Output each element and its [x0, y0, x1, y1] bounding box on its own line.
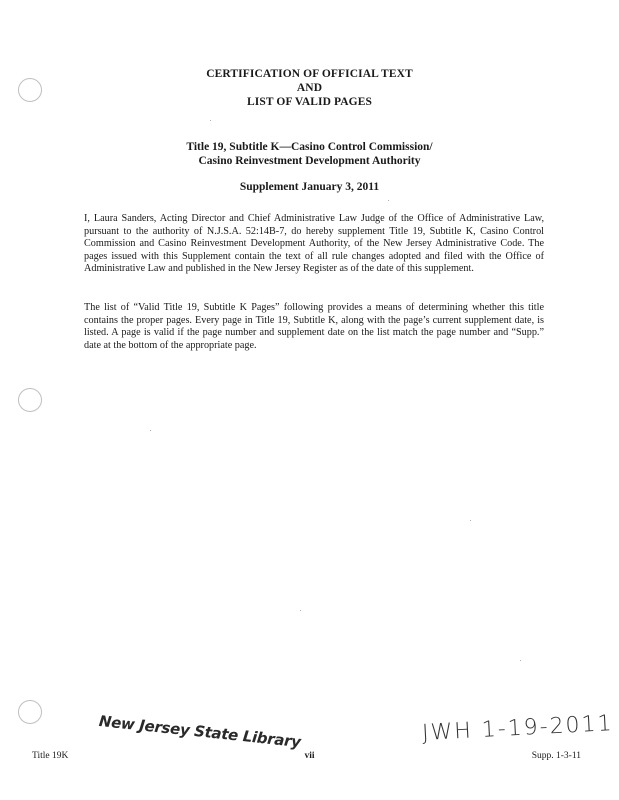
paragraph-valid-pages: The list of “Valid Title 19, Subtitle K Pages” following provides a means of determining whether this title contains the proper pages. Every page in Title 19, Subtitle K, along with the page’s current supplement date, is listed. A page is valid if the page number and supplement date on the list match the page number and “Supp.” date at the bottom of the appropriate page. — [84, 302, 544, 351]
scan-speck — [300, 610, 301, 611]
punch-hole-middle — [18, 388, 42, 412]
handwritten-initials-date: JWH 1-19-2011 — [421, 711, 615, 746]
scan-speck — [520, 660, 521, 661]
footer-supplement: Supp. 1-3-11 — [531, 751, 581, 761]
scan-speck — [388, 200, 389, 201]
supplement-date: Supplement January 3, 2011 — [239, 181, 380, 193]
footer-page-number: vii — [304, 751, 315, 761]
scan-speck — [210, 120, 211, 121]
certification-heading-line3: LIST OF VALID PAGES — [247, 96, 372, 108]
library-stamp: New Jersey State Library — [98, 712, 302, 752]
certification-heading-line1: CERTIFICATION OF OFFICIAL TEXT — [206, 68, 413, 80]
title-line1: Title 19, Subtitle K—Casino Control Commission/ — [186, 141, 433, 153]
footer-title: Title 19K — [32, 751, 69, 761]
title-line2: Casino Reinvestment Development Authority — [198, 155, 421, 167]
paragraph-certification: I, Laura Sanders, Acting Director and Chief Administrative Law Judge of the Office of Administrative Law, pursuant to the authority of N.J.S.A. 52:14B-7, do hereby supplement Title 19, Subtitle K, Casino Control Commission and Casino Reinvestment Development Authority, of the New Jersey Administrative Code. The pages issued with this Supplement contain the text of all rule changes adopted and filed with the Office of Administrative Law and published in the New Jersey Register as of the date of this supplement. — [84, 213, 544, 275]
scan-speck — [150, 430, 151, 431]
scan-speck — [470, 520, 471, 521]
punch-hole-bottom — [18, 700, 42, 724]
certification-heading-line2: AND — [296, 82, 323, 94]
